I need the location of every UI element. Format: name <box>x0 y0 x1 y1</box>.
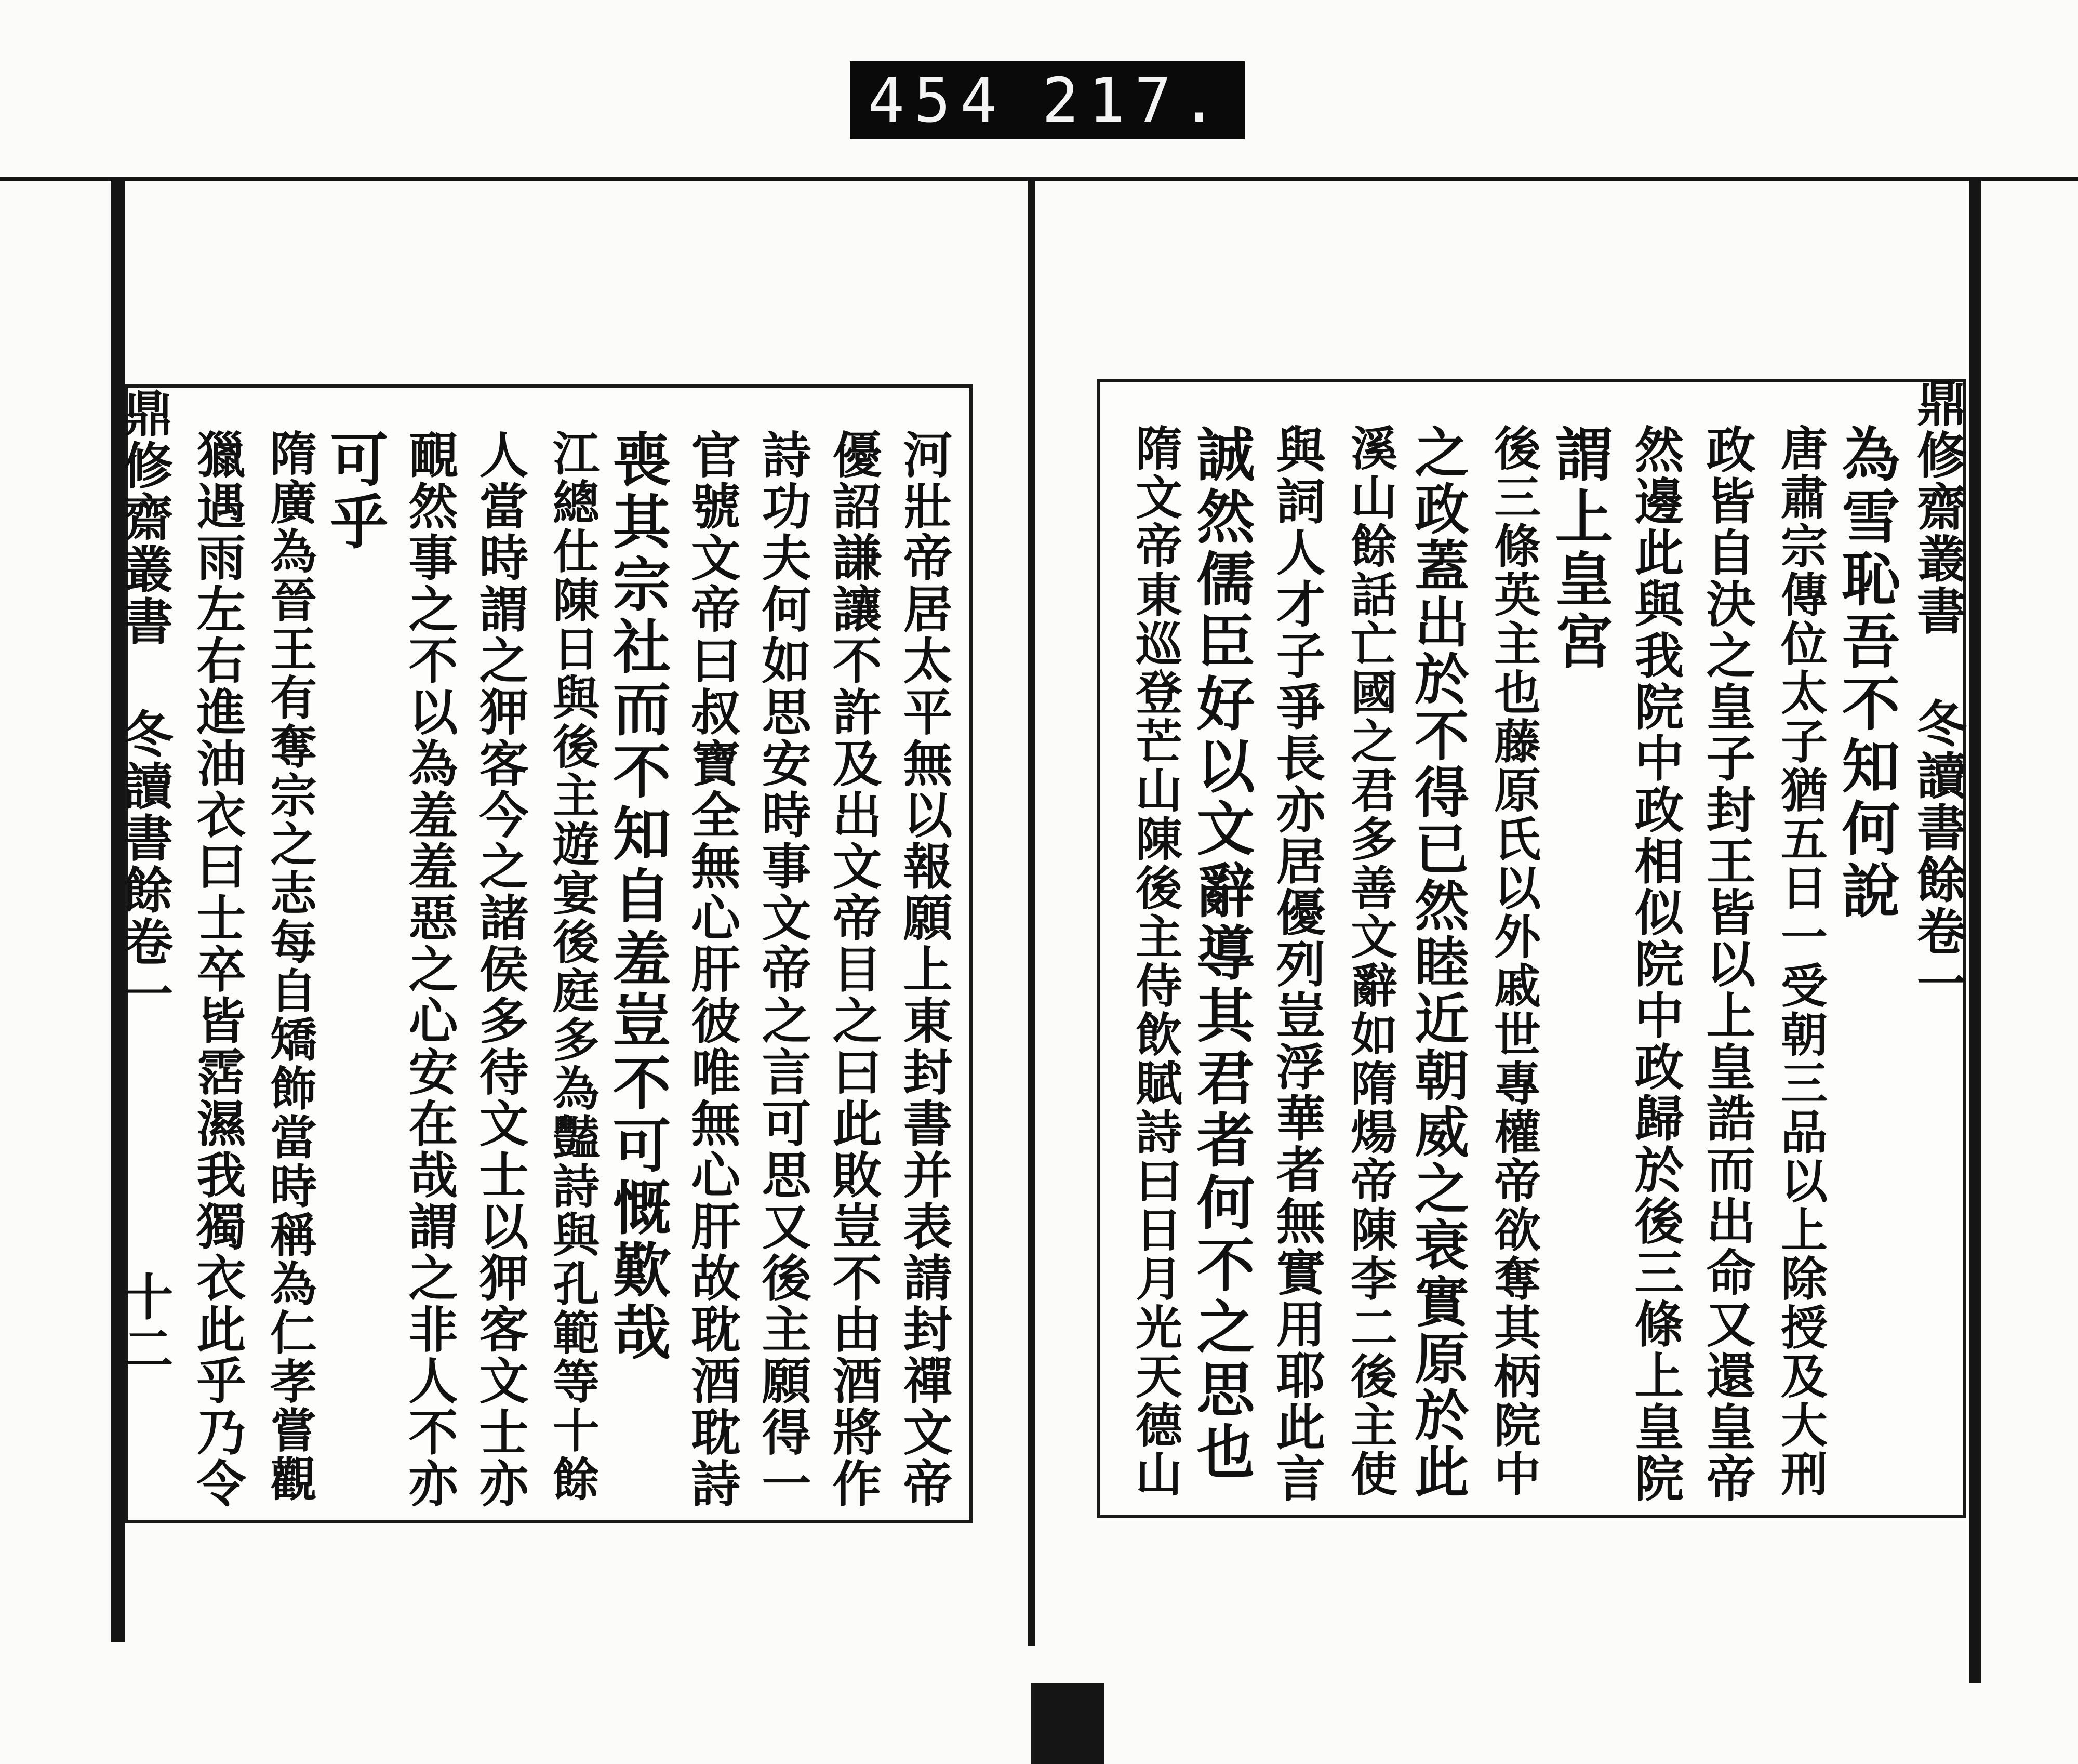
left-page-column: 喪其宗社而不知自羞豈不可慨歎哉 <box>603 429 671 1364</box>
right-page-column: 為雪恥吾不知何說 <box>1832 424 1900 923</box>
right-page-column: 隋文帝東巡登芒山陳後主侍飲賦詩曰日月光天德山 <box>1127 424 1182 1498</box>
right-page-column: 然邊此與我院中政相似院中政歸於後三條上皇院 <box>1627 424 1684 1504</box>
left-page-column: 人當時謂之狎客今之諸侯多待文士以狎客文士亦 <box>471 429 529 1509</box>
center-gutter <box>1028 181 1035 1646</box>
right-edge <box>1969 177 1981 1683</box>
film-label-right: 217. <box>1042 64 1227 136</box>
right-page-column: 政皆自決之皇子封王皆以上皇誥而出命又還皇帝 <box>1698 424 1756 1504</box>
right-page-column: 溪山餘話亡國之君多善文辭如隋煬帝陳李二後主使 <box>1342 424 1397 1498</box>
left-page-column: 隋廣為晉王有奪宗之志每自矯飾當時稱為仁孝嘗觀 <box>262 429 317 1504</box>
left-page-column: 可乎 <box>321 429 389 554</box>
right-page-margin-title: 鼎修齋叢書 冬讀書餘卷一 <box>1909 377 1967 1010</box>
left-page-margin-title: 鼎修齋叢書 冬讀書餘卷一 <box>115 388 174 1020</box>
right-page-column: 唐肅宗傳位太子猶五日一受朝三品以上除授及大刑 <box>1773 424 1828 1498</box>
top-scan-rule <box>0 177 2078 181</box>
left-page-column: 靦然事之不以為羞羞惡之心安在哉謂之非人不亦 <box>401 429 458 1509</box>
right-page-column: 謂上皇宮 <box>1546 424 1614 673</box>
left-page-column: 官號文帝曰叔寶全無心肝彼唯無心肝故耽酒耽詩 <box>683 429 741 1509</box>
right-page-column: 之政蓋出於不得已然睦近朝威之衰實原於此 <box>1406 424 1470 1500</box>
right-page-column: 誠然儒臣好以文辭導其君者何不之思也 <box>1187 424 1255 1484</box>
left-page-column: 獵遇雨左右進油衣曰士卒皆霑濕我獨衣此乎乃令 <box>189 429 246 1509</box>
left-page-column: 詩功夫何如思安時事文帝之言可思又後主願得一 <box>754 429 811 1509</box>
left-page-column: 優詔謙讓不許及出文帝目之曰此敗豈不由酒將作 <box>824 429 882 1509</box>
film-label <box>850 61 1245 139</box>
right-page-column: 後三條英主也藤原氏以外戚世專權帝欲奪其柄院中 <box>1486 424 1541 1498</box>
film-label-left: 454 <box>868 64 1007 136</box>
bottom-tab <box>1031 1683 1104 1764</box>
left-page-folio: 十二 <box>115 1271 174 1375</box>
left-page-column: 河壯帝居太平無以報願上東封書并表請封禪文帝 <box>895 429 953 1509</box>
right-page-column: 與詞人才子爭長亦居優列豈浮華者無實用耶此言 <box>1268 424 1326 1504</box>
right-page <box>1097 379 1966 1518</box>
left-page-column: 江總仕陳日與後主遊宴後庭多為豔詩與孔範等十餘 <box>544 429 600 1504</box>
left-page <box>115 384 973 1523</box>
